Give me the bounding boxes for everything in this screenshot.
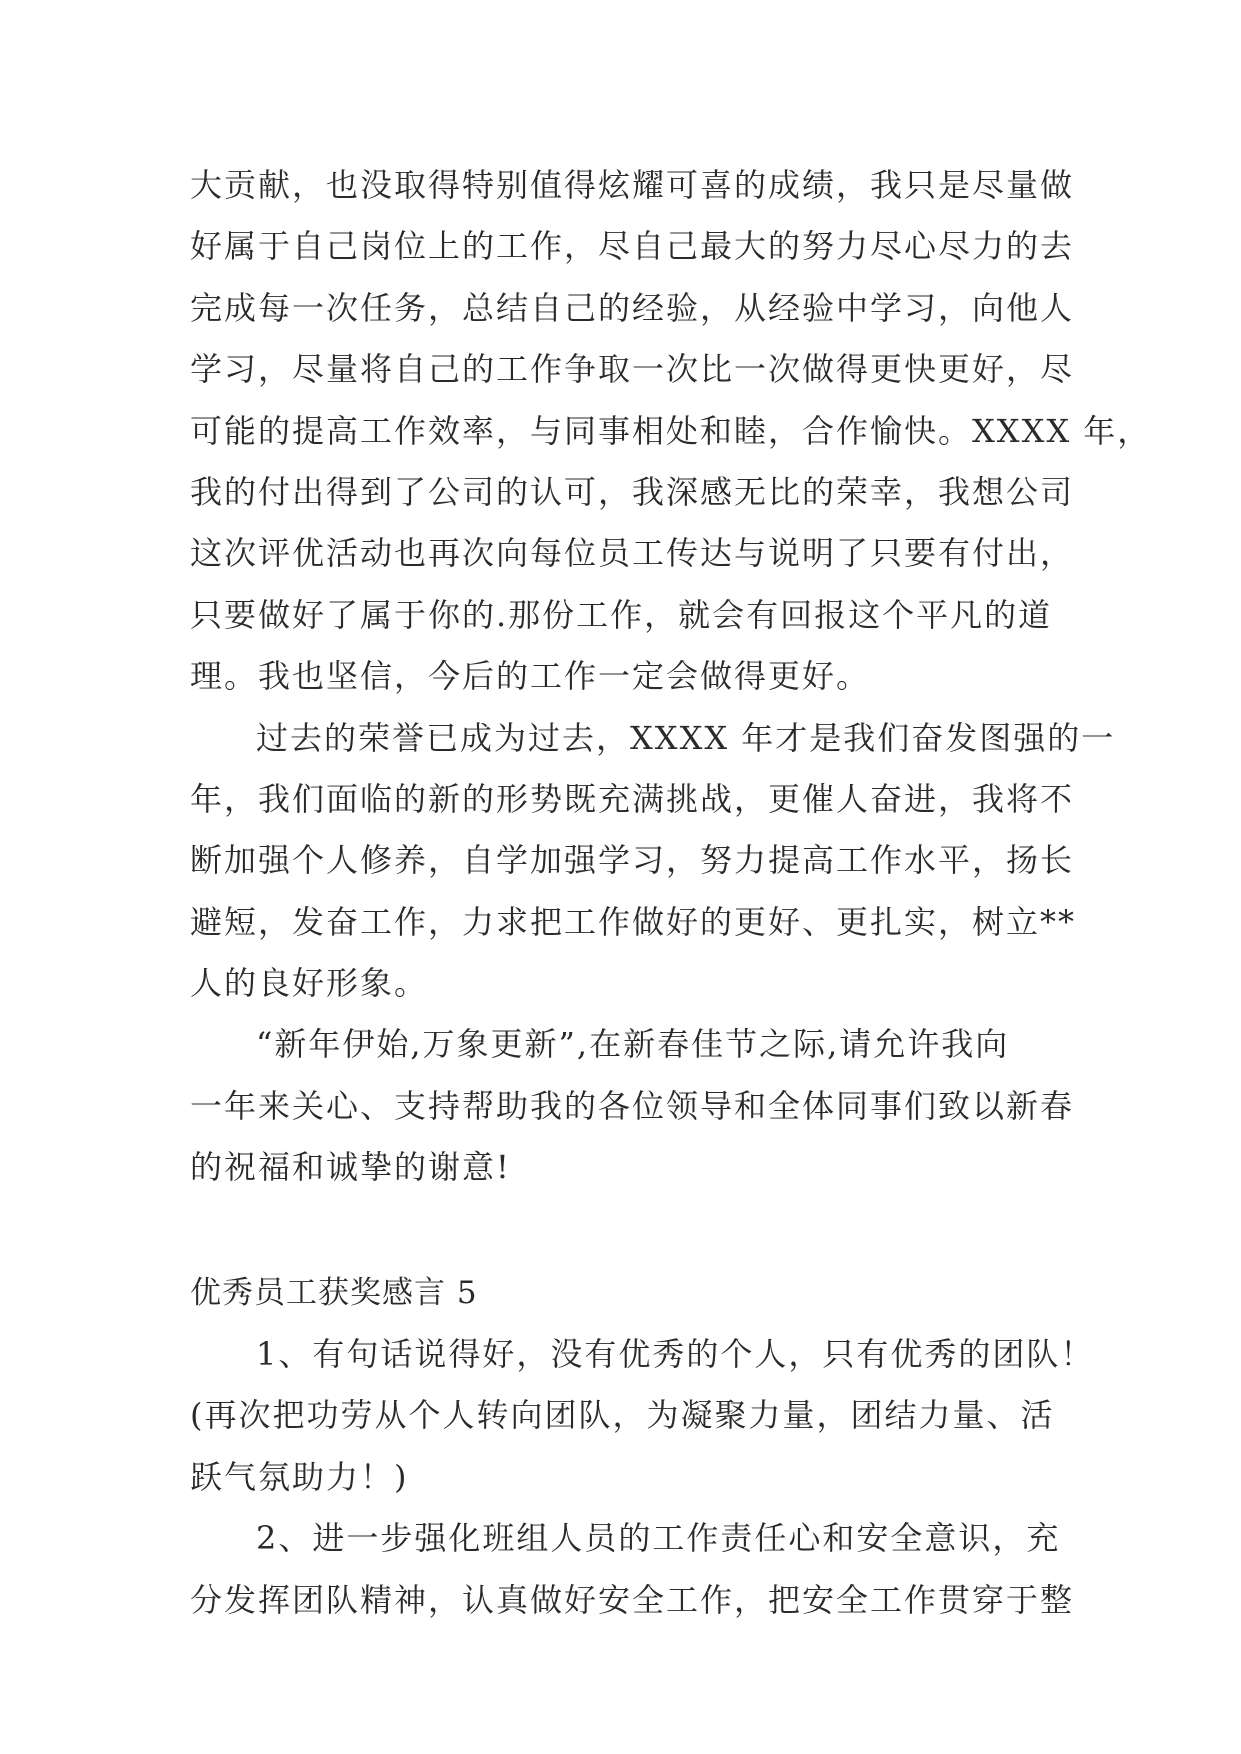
text-line: “新年伊始,万象更新”,在新春佳节之际,请允许我向 (256, 1025, 1010, 1064)
text-line: 理。我也坚信，今后的工作一定会做得更好。 (190, 657, 871, 696)
text-line: 完成每一次任务，总结自己的经验，从经验中学习，向他人 (190, 288, 1075, 327)
text-line: 只要做好了属于你的.那份工作，就会有回报这个平凡的道 (190, 595, 1053, 634)
item-2 (190, 1508, 1075, 1631)
text-line: 跃气氛助力！) (190, 1457, 409, 1496)
text-line: 年，我们面临的新的形势既充满挑战，更催人奋进，我将不 (190, 779, 1075, 818)
text-line: 避短，发奋工作，力求把工作做好的更好、更扎实，树立** (190, 902, 1077, 941)
text-line: 人的良好形象。 (190, 964, 429, 1003)
text-line: 学习，尽量将自己的工作争取一次比一次做得更快更好，尽 (190, 350, 1075, 389)
text-line: 分发挥团队精神，认真做好安全工作，把安全工作贯穿于整 (190, 1580, 1075, 1619)
section-spacer (190, 1199, 1070, 1263)
text-line: 断加强个人修养，自学加强学习，努力提高工作水平，扬长 (190, 841, 1075, 880)
text-line: 2、进一步强化班组人员的工作责任心和安全意识，充 (256, 1519, 1061, 1558)
text-line: 这次评优活动也再次向每位员工传达与说明了只要有付出， (190, 534, 1075, 573)
paragraph-1 (190, 155, 1152, 708)
text-line: 可能的提高工作效率，与同事相处和睦，合作愉快。XXXX 年， (190, 411, 1152, 450)
text-line: 我的付出得到了公司的认可，我深感无比的荣幸，我想公司 (190, 472, 1075, 511)
text-line: 1、有句话说得好，没有优秀的个人，只有优秀的团队！ (256, 1335, 1095, 1374)
text-line: 一年来关心、支持帮助我的各位领导和全体同事们致以新春 (190, 1086, 1075, 1125)
paragraph-2 (190, 708, 1116, 1015)
text-line: 过去的荣誉已成为过去，XXXX 年才是我们奋发图强的一 (256, 718, 1116, 757)
text-line: 大贡献，也没取得特别值得炫耀可喜的成绩，我只是尽量做 (190, 166, 1075, 204)
text-line: 好属于自己岗位上的工作，尽自己最大的努力尽心尽力的去 (190, 227, 1075, 266)
document-body (190, 155, 1152, 1631)
text-line: 的祝福和诚挚的谢意! (190, 1148, 511, 1187)
section-heading: 优秀员工获奖感言 5 (190, 1274, 478, 1311)
text-line: (再次把功劳从个人转向团队，为凝聚力量，团结力量、活 (190, 1396, 1055, 1435)
item-1 (190, 1324, 1095, 1508)
paragraph-3 (190, 1014, 1075, 1198)
